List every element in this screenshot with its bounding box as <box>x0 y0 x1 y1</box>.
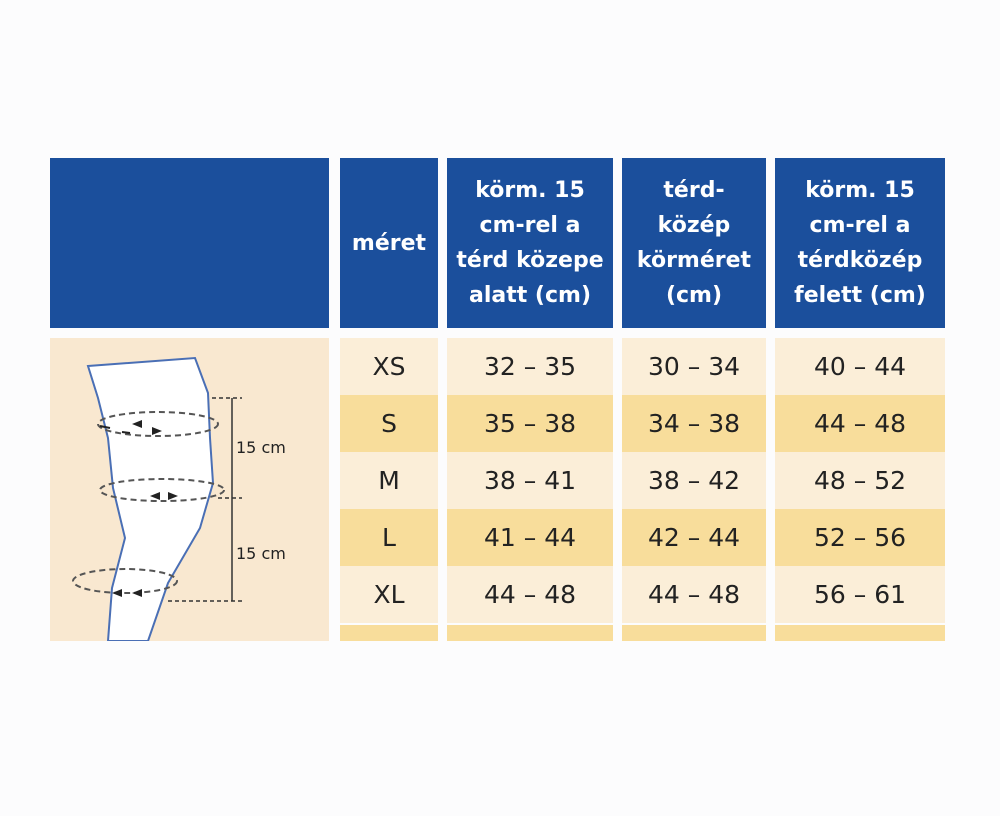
below-knee-cell: 35 – 38 <box>447 395 613 452</box>
header-blank-cell <box>50 158 329 328</box>
knee-center-cell: 30 – 34 <box>622 338 766 395</box>
size-cell: L <box>340 509 438 566</box>
header-above-knee: körm. 15 cm-rel a térdközép felett (cm) <box>775 158 945 328</box>
cropped-row <box>775 625 945 641</box>
size-cell: XS <box>340 338 438 395</box>
header-size: méret <box>340 158 438 328</box>
above-knee-cell: 40 – 44 <box>775 338 945 395</box>
lower-distance-label: 15 cm <box>236 544 286 563</box>
size-cell: XL <box>340 566 438 623</box>
leg-illustration-icon <box>50 338 329 641</box>
below-knee-cell: 44 – 48 <box>447 566 613 623</box>
knee-center-cell: 34 – 38 <box>622 395 766 452</box>
knee-center-cell: 42 – 44 <box>622 509 766 566</box>
upper-distance-label: 15 cm <box>236 438 286 457</box>
knee-center-cell: 44 – 48 <box>622 566 766 623</box>
above-knee-cell: 44 – 48 <box>775 395 945 452</box>
size-cell: M <box>340 452 438 509</box>
below-knee-cell: 38 – 41 <box>447 452 613 509</box>
leg-measurement-figure <box>50 338 329 641</box>
above-knee-cell: 52 – 56 <box>775 509 945 566</box>
below-knee-cell: 41 – 44 <box>447 509 613 566</box>
header-below-knee: körm. 15 cm-rel a térd közepe alatt (cm) <box>447 158 613 328</box>
cropped-row <box>340 625 438 641</box>
above-knee-cell: 48 – 52 <box>775 452 945 509</box>
cropped-row <box>622 625 766 641</box>
below-knee-cell: 32 – 35 <box>447 338 613 395</box>
above-knee-cell: 56 – 61 <box>775 566 945 623</box>
knee-center-cell: 38 – 42 <box>622 452 766 509</box>
cropped-row <box>447 625 613 641</box>
header-knee-center: térd- közép körméret (cm) <box>622 158 766 328</box>
size-cell: S <box>340 395 438 452</box>
